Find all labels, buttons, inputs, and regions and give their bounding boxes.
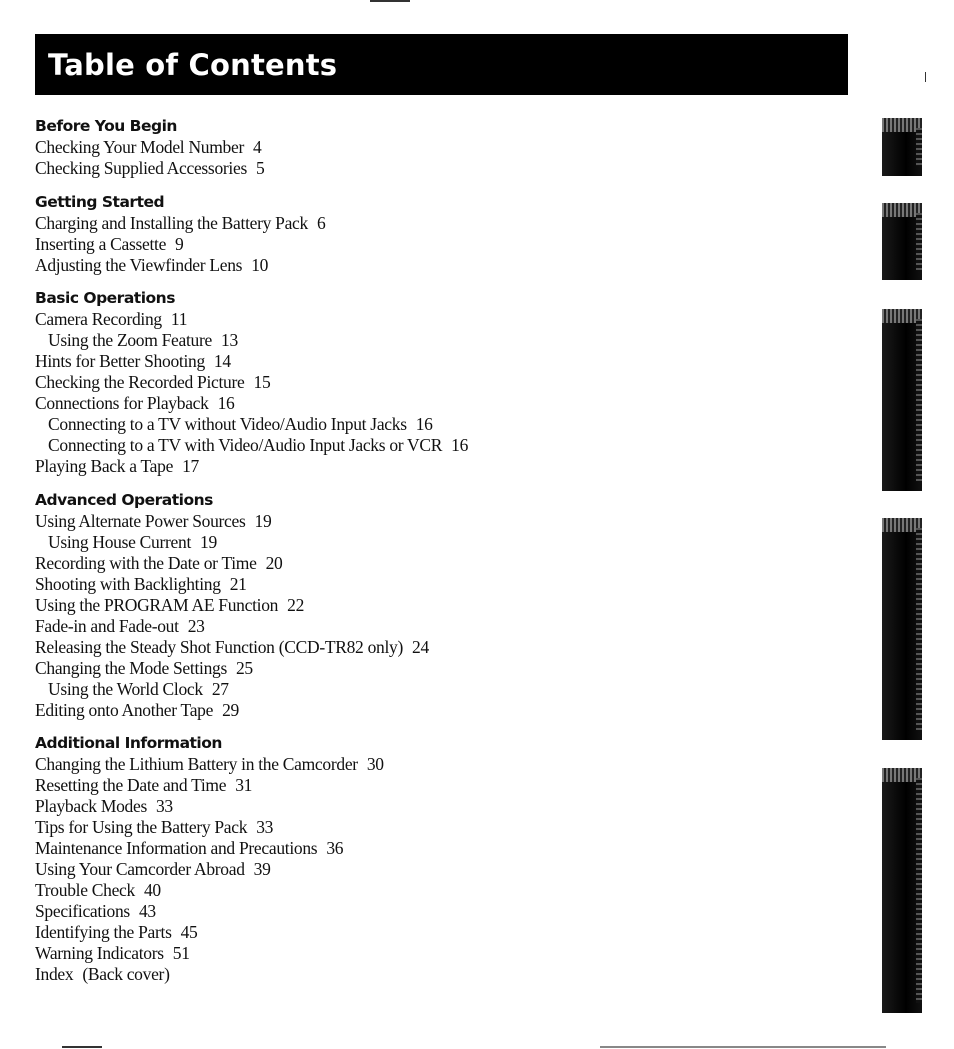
entry-page: 10 [251, 254, 269, 275]
toc-entry[interactable] [35, 859, 835, 880]
toc-entry[interactable] [35, 137, 835, 158]
section-heading: Advanced Operations [35, 490, 213, 509]
toc-entry[interactable] [35, 817, 835, 838]
toc-entry[interactable] [35, 922, 835, 943]
page-title: Table of Contents [48, 48, 338, 82]
toc-entry[interactable] [35, 158, 835, 179]
entry-title: Shooting with Backlighting [35, 573, 221, 594]
entry-page: 16 [217, 393, 235, 413]
entry-title: Checking Your Model Number [35, 137, 244, 157]
section-before-you-begin [35, 116, 835, 179]
toc-subentry[interactable] [35, 414, 835, 435]
entry-title: Camera Recording [35, 309, 162, 329]
entry-title: Adjusting the Viewfinder Lens [35, 254, 243, 275]
top-edge-mark [370, 0, 410, 2]
entry-title: Fade-in and Fade-out [35, 615, 179, 636]
toc-subentry[interactable] [35, 435, 835, 456]
entry-title: Connecting to a TV with Video/Audio Input Jacks or VCR [48, 435, 443, 455]
toc-entry[interactable] [35, 901, 835, 922]
entry-title: Hints for Better Shooting [35, 351, 205, 371]
thumb-index-tab-additional-information [882, 768, 922, 1013]
toc-entry[interactable] [35, 775, 835, 796]
entry-title: Changing the Lithium Battery in the Camcorder [35, 754, 358, 774]
entry-page: 13 [221, 330, 238, 350]
entry-title: Charging and Installing the Battery Pack [35, 212, 308, 233]
entry-page: 40 [143, 880, 161, 900]
entry-page: 4 [253, 137, 262, 157]
entry-page: 19 [200, 531, 217, 552]
entry-page: 11 [170, 309, 188, 329]
entry-page: 9 [175, 233, 184, 254]
entry-page: 20 [265, 552, 283, 573]
entry-page: 6 [316, 212, 326, 233]
entry-title: Editing onto Another Tape [35, 699, 214, 720]
entry-page: 24 [412, 636, 429, 657]
toc-entry[interactable] [35, 456, 835, 477]
entry-title: Recording with the Date or Time [35, 552, 257, 573]
section-additional-information [35, 733, 835, 985]
toc-entry[interactable] [35, 351, 835, 372]
section-basic-operations [35, 288, 835, 477]
toc-entry[interactable] [35, 511, 835, 532]
toc-entry[interactable] [35, 595, 835, 616]
toc-entry[interactable] [35, 700, 835, 721]
entry-title: Using House Current [48, 531, 192, 552]
section-heading: Additional Information [35, 734, 222, 752]
entry-title: Inserting a Cassette [35, 233, 167, 254]
entry-page: 45 [180, 922, 198, 942]
toc-entry[interactable] [35, 880, 835, 901]
entry-title: Trouble Check [35, 880, 135, 900]
entry-page: 22 [287, 594, 305, 615]
entry-title: Checking Supplied Accessories [35, 158, 247, 178]
entry-page: 23 [187, 615, 205, 636]
entry-title: Warning Indicators [35, 943, 164, 963]
entry-page: 43 [138, 901, 156, 921]
section-advanced-operations [35, 490, 835, 721]
thumb-index-tab-before-you-begin [882, 118, 922, 176]
toc-entry[interactable] [35, 637, 835, 658]
entry-title: Playback Modes [35, 796, 147, 816]
thumb-index-tab-advanced-operations [882, 518, 922, 740]
entry-title: Checking the Recorded Picture [35, 372, 245, 392]
entry-title: Connecting to a TV without Video/Audio Input Jacks [48, 414, 407, 434]
entry-page: 5 [255, 158, 265, 178]
entry-title: Using the Zoom Feature [48, 330, 212, 350]
toc-entry[interactable] [35, 234, 835, 255]
entry-page: 31 [235, 775, 253, 795]
entry-page: 30 [366, 754, 384, 774]
section-heading: Basic Operations [35, 289, 175, 307]
section-getting-started [35, 192, 835, 276]
entry-title: Identifying the Parts [35, 922, 172, 942]
toc-subentry[interactable] [35, 330, 835, 351]
toc-entry[interactable] [35, 796, 835, 817]
entry-page: 27 [211, 678, 229, 699]
toc-entry[interactable] [35, 964, 835, 985]
toc-entry[interactable] [35, 943, 835, 964]
thumb-index-tab-basic-operations [882, 309, 922, 491]
entry-page: 21 [229, 573, 247, 594]
entry-title: Using Your Camcorder Abroad [35, 859, 245, 879]
entry-title: Resetting the Date and Time [35, 775, 227, 795]
entry-title: Using the PROGRAM AE Function [35, 594, 279, 615]
entry-page: 36 [326, 838, 344, 858]
bottom-edge-mark [62, 1046, 102, 1048]
entry-page: 16 [451, 435, 469, 455]
toc-entry[interactable] [35, 658, 835, 679]
toc-entry[interactable] [35, 616, 835, 637]
entry-title: Playing Back a Tape [35, 456, 174, 476]
toc-entry[interactable] [35, 574, 835, 595]
entry-title: Releasing the Steady Shot Function (CCD-TR82 only) [35, 636, 404, 657]
entry-title: Using Alternate Power Sources [35, 510, 246, 531]
entry-title: Changing the Mode Settings [35, 657, 227, 678]
toc-entry[interactable] [35, 393, 835, 414]
entry-page: 15 [253, 372, 271, 392]
toc-entry[interactable] [35, 255, 835, 276]
toc-entry[interactable] [35, 372, 835, 393]
entry-page: 25 [235, 657, 253, 678]
section-heading: Before You Begin [35, 117, 177, 135]
section-heading: Getting Started [35, 192, 165, 211]
entry-page: 17 [182, 456, 199, 476]
bottom-edge-rule [600, 1046, 886, 1048]
toc-entry[interactable] [35, 838, 835, 859]
entry-title: Connections for Playback [35, 393, 209, 413]
title-banner [35, 34, 848, 95]
toc-subentry[interactable] [35, 532, 835, 553]
entry-page: 33 [256, 817, 274, 837]
toc-entry[interactable] [35, 553, 835, 574]
table-of-contents [35, 116, 835, 998]
entry-title: Specifications [35, 901, 130, 921]
margin-tick-mark [925, 72, 926, 82]
entry-title: Index [35, 964, 74, 984]
toc-entry[interactable] [35, 213, 835, 234]
entry-page: 29 [222, 699, 239, 720]
entry-page: 51 [172, 943, 190, 963]
entry-page: 14 [213, 351, 231, 371]
thumb-index-tab-getting-started [882, 203, 922, 280]
entry-page: 39 [253, 859, 271, 879]
entry-title: Using the World Clock [48, 678, 203, 699]
entry-page: 16 [415, 414, 433, 434]
toc-subentry[interactable] [35, 679, 835, 700]
toc-entry[interactable] [35, 754, 835, 775]
entry-page: 33 [155, 796, 173, 816]
entry-title: Maintenance Information and Precautions [35, 838, 318, 858]
toc-entry[interactable] [35, 309, 835, 330]
entry-page: (Back cover) [82, 964, 170, 984]
entry-page: 19 [254, 510, 272, 531]
entry-title: Tips for Using the Battery Pack [35, 817, 248, 837]
